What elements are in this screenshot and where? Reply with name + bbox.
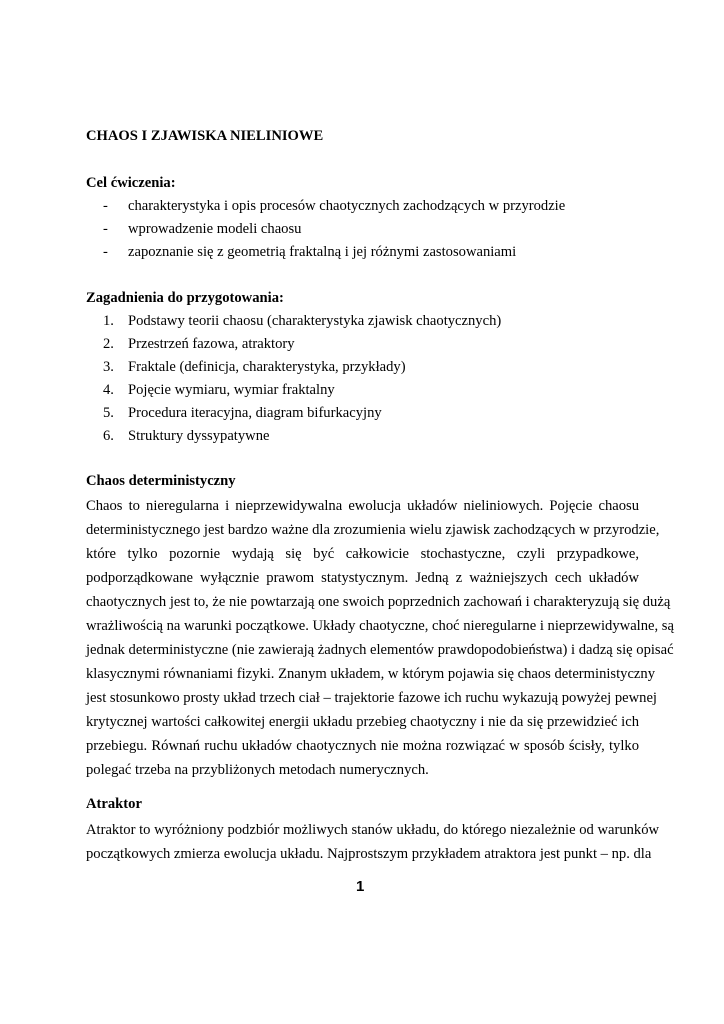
paragraph-line: Atraktor to wyróżniony podzbiór możliwych stanów układu, do którego niezależnie od warunków — [86, 822, 660, 838]
list-item: 1. Podstawy teorii chaosu (charakterystyka zjawisk chaotycznych) — [103, 313, 502, 329]
paragraph-line: deterministycznego jest bardzo ważne dla zrozumienia wielu zjawisk zachodzących w przyrodzie, — [86, 522, 660, 538]
paragraph-line: wrażliwością na warunki początkowe. Układy chaotyczne, choć nieregularne i nieprzewidywalne, są — [86, 618, 674, 634]
list-item: - wprowadzenie modeli chaosu — [103, 221, 302, 237]
goal-heading: Cel ćwiczenia: — [86, 175, 176, 191]
page-number: 1 — [356, 878, 365, 895]
chaos-heading: Chaos deterministyczny — [86, 473, 236, 489]
list-item: - zapoznanie się z geometrią fraktalną i jej różnymi zastosowaniami — [103, 244, 517, 260]
list-item: 4. Pojęcie wymiaru, wymiar fraktalny — [103, 382, 335, 398]
attractor-heading: Atraktor — [86, 796, 142, 812]
document-page — [86, 0, 674, 1024]
list-item: 6. Struktury dyssypatywne — [103, 428, 270, 444]
topics-heading: Zagadnienia do przygotowania: — [86, 290, 284, 306]
paragraph-line: chaotycznych jest to, że nie powtarzają one swoich poprzednich zachowań i charakteryzują się dużą — [86, 594, 671, 610]
list-item: - charakterystyka i opis procesów chaotycznych zachodzących w przyrodzie — [103, 198, 566, 214]
paragraph-line: polegać trzeba na przybliżonych metodach numerycznych. — [86, 762, 429, 778]
paragraph-line: Chaos to nieregularna i nieprzewidywalna ewolucja układów nieliniowych. Pojęcie chaosu — [86, 498, 639, 514]
chaos-paragraph — [86, 494, 674, 782]
paragraph-line: klasycznymi równaniami fizyki. Znanym układem, w którym pojawia się chaos deterministyczny — [86, 666, 656, 682]
list-item: 5. Procedura iteracyjna, diagram bifurkacyjny — [103, 405, 382, 421]
paragraph-line: które tylko pozornie wydają się być całkowicie stochastyczne, czyli przypadkowe, — [86, 546, 639, 562]
paragraph-line: krytycznej wartości całkowitej energii układu przebieg chaotyczny i nie da się przewidzieć ich — [86, 714, 639, 730]
paragraph-line: jednak deterministyczne (nie zawierają żadnych elementów prawdopodobieństwa) i dadzą się opisać — [86, 642, 674, 658]
attractor-paragraph — [86, 818, 660, 866]
goal-list — [86, 195, 639, 264]
paragraph-line: przebiegu. Równań ruchu układów chaotycznych nie można rozwiązać w sposób ścisły, tylko — [86, 738, 639, 754]
list-item: 2. Przestrzeń fazowa, atraktory — [103, 336, 295, 352]
paragraph-line: jest stosunkowo prosty układ trzech ciał – trajektorie fazowe ich ruchu wykazują powyżej pewnej — [86, 690, 657, 706]
list-item: 3. Fraktale (definicja, charakterystyka, przykłady) — [103, 359, 406, 375]
paragraph-line: początkowych zmierza ewolucja układu. Najprostszym przykładem atraktora jest punkt – np. dla — [86, 846, 652, 862]
topics-list — [86, 310, 639, 448]
paragraph-line: podporządkowane wyłącznie prawom statystycznym. Jedną z ważniejszych cech układów — [86, 570, 639, 586]
document-title: CHAOS I ZJAWISKA NIELINIOWE — [86, 128, 324, 144]
